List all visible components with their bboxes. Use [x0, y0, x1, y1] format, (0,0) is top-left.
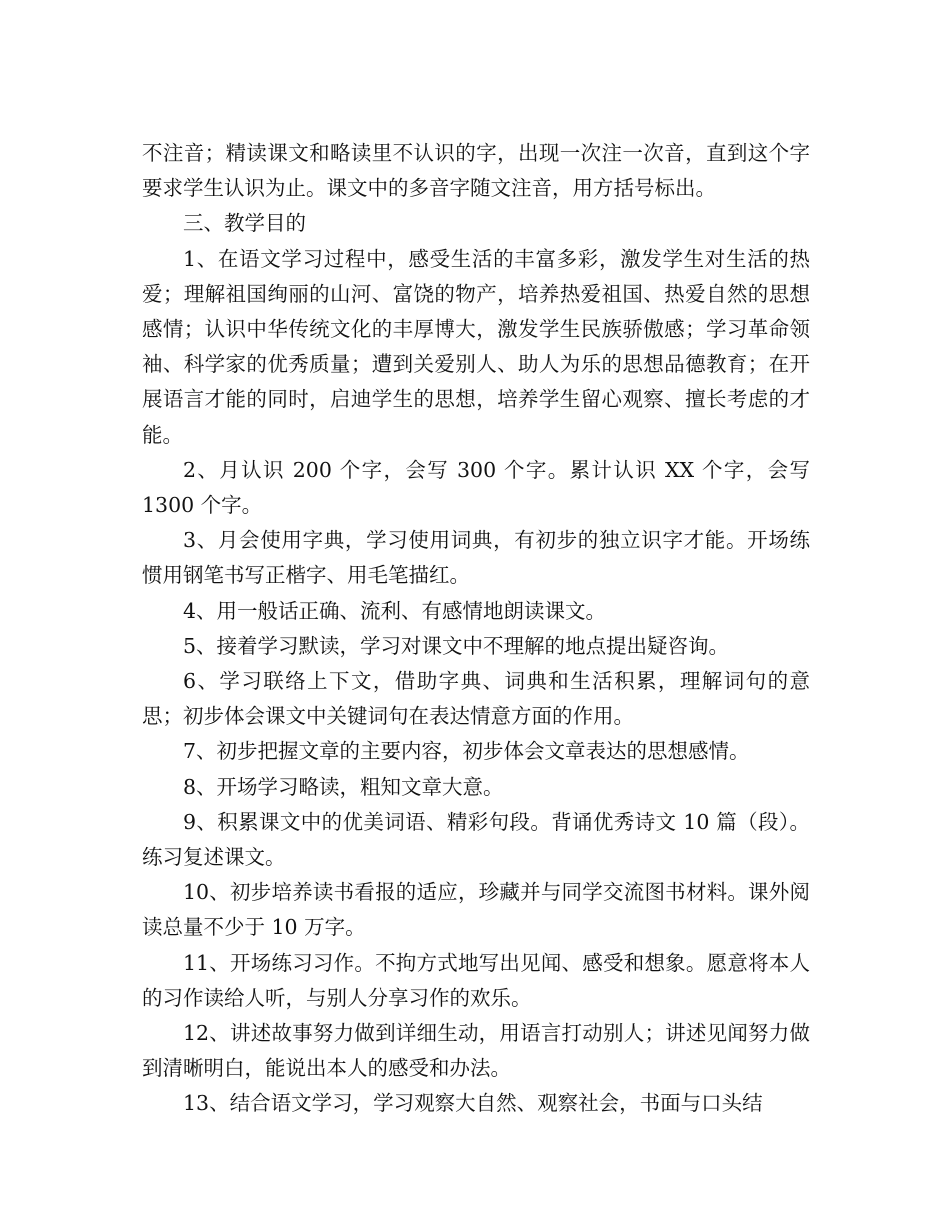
goal-item-1: 1、在语文学习过程中，感受生活的丰富多彩，激发学生对生活的热爱；理解祖国绚丽的山河、富饶的物产，培养热爱祖国、热爱自然的思想感情；认识中华传统文化的丰厚博大，激发学生民族骄傲感；学习革命领袖、科学家的优秀质量；遭到关爱别人、助人为乐的思想品德教育；在开展语言才能的同时，启迪学生的思想，培养学生留心观察、擅长考虑的才能。: [142, 246, 810, 447]
section-heading-teaching-goals: 三、教学目的: [183, 211, 306, 236]
goal-item-7: 7、初步把握文章的主要内容，初步体会文章表达的思想感情。: [183, 739, 750, 764]
document-page: [142, 136, 810, 1122]
goal-item-6: 6、学习联络上下文，借助字典、词典和生活积累，理解词句的意思；初步体会课文中关键词句在表达情意方面的作用。: [142, 669, 810, 729]
goal-item-10: 10、初步培养读书看报的适应，珍藏并与同学交流图书材料。课外阅读总量不少于 10 万字。: [142, 880, 810, 940]
goal-item-12: 12、讲述故事努力做到详细生动，用语言打动别人；讲述见闻努力做到清晰明白，能说出本人的感受和办法。: [142, 1021, 810, 1081]
goal-item-5: 5、接着学习默读，学习对课文中不理解的地点提出疑咨询。: [183, 633, 730, 658]
goal-item-2: 2、月认识 200 个字，会写 300 个字。累计认识 XX 个字，会写 1300 个字。: [142, 457, 810, 518]
goal-item-4: 4、用一般话正确、流利、有感情地朗读课文。: [183, 598, 607, 623]
goal-item-13: 13、结合语文学习，学习观察大自然、观察社会，书面与口头结: [183, 1091, 763, 1116]
goal-item-9: 9、积累课文中的优美词语、精彩句段。背诵优秀诗文 10 篇（段）。练习复述课文。: [142, 809, 810, 870]
paragraph-continuation: 不注音；精读课文和略读里不认识的字，出现一次注一次音，直到这个字要求学生认识为止。课文中的多音字随文注音，用方括号标出。: [142, 141, 810, 201]
goal-item-8: 8、开场学习略读，粗知文章大意。: [183, 774, 504, 799]
goal-item-3: 3、月会使用字典，学习使用词典，有初步的独立识字才能。开场练惯用钢笔书写正楷字、用毛笔描红。: [142, 528, 810, 588]
goal-item-11: 11、开场练习习作。不拘方式地写出见闻、感受和想象。愿意将本人的习作读给人听，与别人分享习作的欢乐。: [142, 950, 810, 1010]
